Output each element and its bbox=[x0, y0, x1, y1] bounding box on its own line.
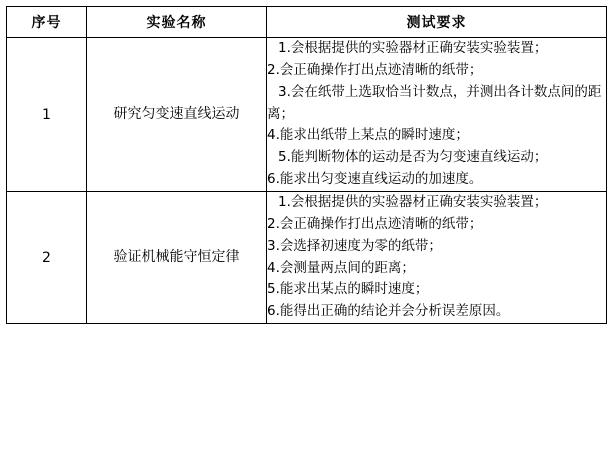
requirement-item: 5.能判断物体的运动是否为匀变速直线运动； bbox=[278, 149, 548, 166]
table-header bbox=[7, 7, 607, 38]
column-header-requirements: 测试要求 bbox=[267, 7, 607, 38]
table-body bbox=[7, 38, 607, 324]
requirement-item: 6.能得出正确的结论并会分析误差原因。 bbox=[267, 303, 510, 320]
requirement-item: 2.会正确操作打出点迹清晰的纸带； bbox=[267, 61, 483, 78]
requirement-item: 4.能求出纸带上某点的瞬时速度； bbox=[267, 127, 469, 144]
experiment-requirements-table bbox=[6, 6, 607, 324]
row-number: 2 bbox=[7, 192, 87, 324]
requirement-item: 6.能求出匀变速直线运动的加速度。 bbox=[267, 171, 483, 188]
requirement-item: 1.会根据提供的实验器材正确安装实验装置； bbox=[278, 40, 548, 56]
requirement-item: 3.会在纸带上选取恰当计数点，并测出各计数点间的距离； bbox=[267, 83, 602, 122]
row-number: 1 bbox=[7, 38, 87, 192]
requirement-item: 3.会选择初速度为零的纸带； bbox=[267, 237, 442, 254]
experiment-requirements bbox=[267, 38, 607, 192]
table-header-row bbox=[7, 7, 607, 38]
requirement-item: 1.会根据提供的实验器材正确安装实验装置； bbox=[278, 194, 548, 211]
requirement-item: 2.会正确操作打出点迹清晰的纸带； bbox=[267, 215, 483, 232]
requirement-list bbox=[267, 38, 606, 191]
table-row bbox=[7, 38, 607, 192]
requirement-item: 4.会测量两点间的距离； bbox=[267, 259, 415, 276]
requirement-item: 5.能求出某点的瞬时速度； bbox=[267, 281, 429, 298]
experiment-name: 研究匀变速直线运动 bbox=[87, 38, 267, 192]
column-header-name: 实验名称 bbox=[87, 7, 267, 38]
table-row bbox=[7, 192, 607, 324]
experiment-requirements bbox=[267, 192, 607, 324]
experiment-name: 验证机械能守恒定律 bbox=[87, 192, 267, 324]
requirement-list bbox=[267, 192, 606, 323]
column-header-no: 序号 bbox=[7, 7, 87, 38]
